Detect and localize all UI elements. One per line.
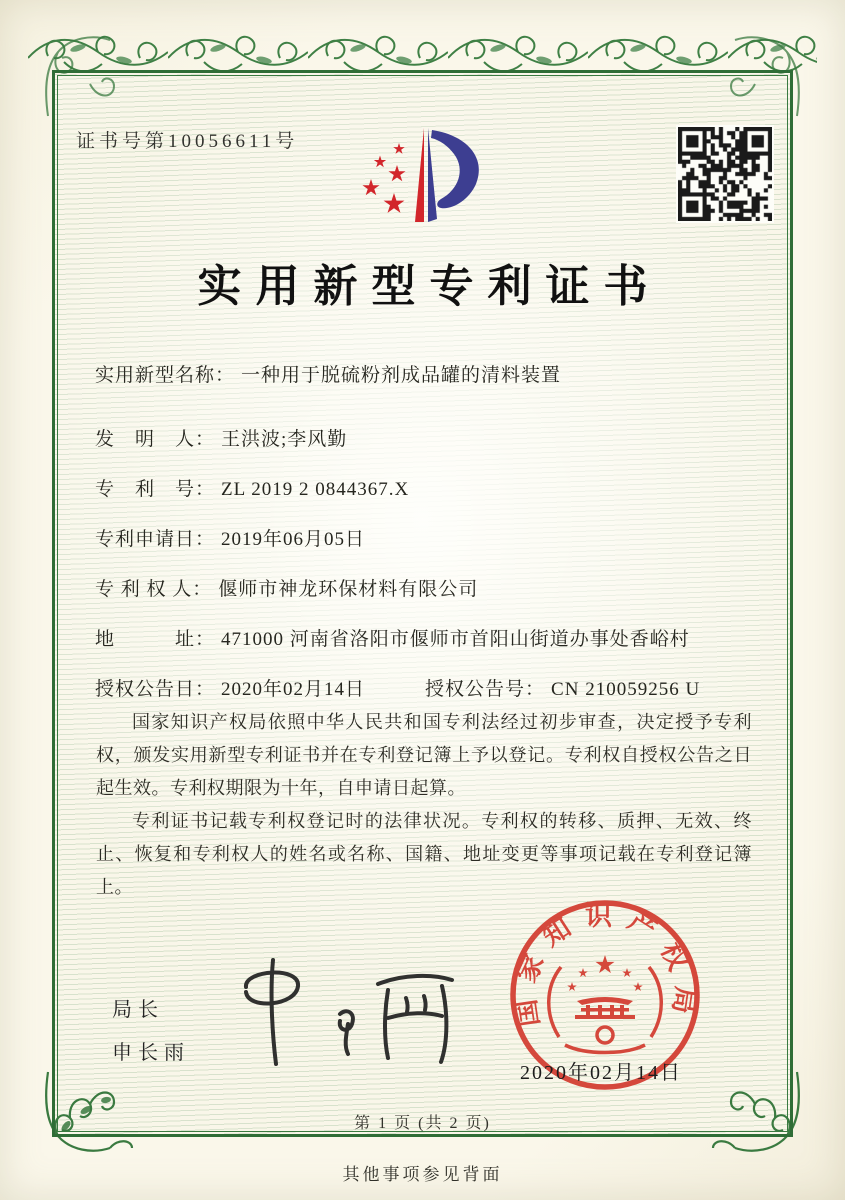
field-row-inventor [95,424,765,474]
field-value: CN 210059256 U [551,679,701,700]
back-note: 其他事项参见背面 [342,1165,503,1184]
field-label: 授权公告日： [95,679,216,700]
cnipa-logo-icon [344,116,506,240]
field-label: 专 利 号： [95,479,216,500]
signatory-name: 申长雨 [112,1042,190,1064]
field-value: 偃师市神龙环保材料有限公司 [218,579,479,600]
signatory-block [112,993,190,1079]
certificate-fields [95,360,765,724]
field-row-address [95,624,765,674]
field-label: 地 址： [95,629,216,650]
seal-date: 2020年02月14日 [520,1062,682,1084]
field-value: ZL 2019 2 0844367.X [221,479,410,500]
signatory-title: 局长 [112,999,164,1021]
signature-icon [228,952,468,1072]
field-label: 专利申请日： [95,529,216,550]
field-row-patent-number [95,474,765,524]
national-emblem-icon [549,955,662,1053]
page-number: 第 1 页 (共 2 页) [354,1115,491,1132]
field-row-utility-model-name [95,360,765,424]
field-row-filing-date [95,524,765,574]
field-value: 2019年06月05日 [221,529,366,550]
body-paragraph-register-statement: 专利证书记载专利权登记时的法律状况。专利权的转移、质押、无效、终止、恢复和专利权人的姓名或名称、国籍、地址变更等事项记载在专利登记簿上。 [96,811,752,897]
field-value: 2020年02月14日 [221,679,366,700]
field-label: 授权公告号： [425,679,546,700]
certificate-title: 实用新型专利证书 [197,262,662,311]
certificate-body [96,706,752,904]
field-value: 471000 河南省洛阳市偃师市首阳山街道办事处香峪村 [221,629,690,650]
field-row-patentee [95,574,765,624]
seal-arc-text: 国家知识产权局 [509,901,701,1029]
body-paragraph-grant-statement: 国家知识产权局依照中华人民共和国专利法经过初步审查，决定授予专利权，颁发实用新型专利证书并在专利登记簿上予以登记。专利权自授权公告之日起生效。专利权期限为十年，自申请日起算。 [96,712,752,798]
field-label: 实用新型名称： [95,365,236,386]
field-label: 专 利 权 人： [95,579,213,600]
certificate-number: 证书号第10056611号 [76,131,299,152]
qr-code-icon [676,125,774,223]
field-value: 王洪波;李风勤 [221,429,348,450]
field-label: 发 明 人： [95,429,216,450]
field-pair-announcement-number [425,674,700,701]
field-value: 一种用于脱硫粉剂成品罐的清料装置 [241,365,562,386]
